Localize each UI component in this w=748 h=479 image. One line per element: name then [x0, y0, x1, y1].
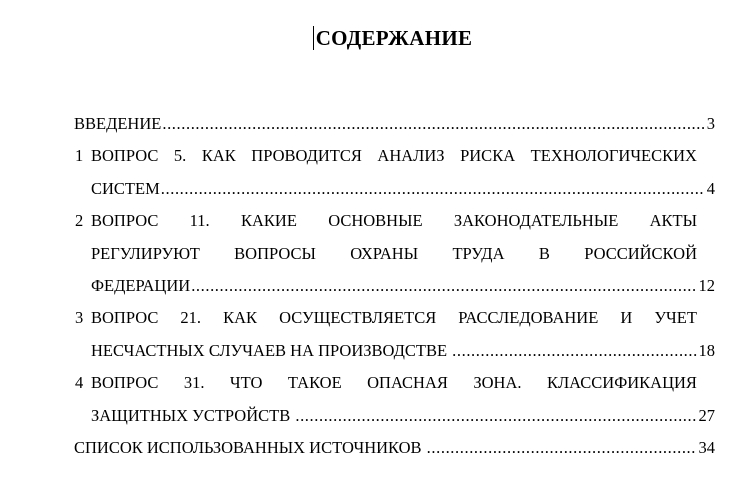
toc-word: ЗОНА. [473, 373, 522, 393]
table-of-contents [74, 108, 715, 464]
toc-word: ВОПРОС [91, 211, 159, 231]
toc-word: КАК [201, 146, 236, 166]
toc-page-number: 4 [706, 178, 715, 198]
toc-word: ТЕХНОЛОГИЧЕСКИХ [530, 146, 697, 166]
toc-word: ПРОВОДИТСЯ [251, 146, 362, 166]
toc-entry-title: ФЕДЕРАЦИИ [91, 276, 191, 296]
toc-word: 21. [180, 308, 202, 328]
toc-entry-line [91, 140, 697, 172]
toc-word: КАКИЕ [240, 211, 297, 231]
toc-word: 11. [189, 211, 210, 231]
toc-entry-leader-line [91, 335, 715, 367]
toc-word: ТРУДА [452, 243, 505, 263]
toc-word: ВОПРОС [91, 308, 159, 328]
toc-entry-line [91, 302, 697, 334]
toc-entry[interactable] [74, 205, 715, 302]
toc-page-number: 12 [698, 276, 715, 296]
toc-word: ОХРАНЫ [350, 243, 419, 263]
toc-word: ВОПРОСЫ [234, 243, 316, 263]
toc-entry-line [91, 367, 697, 399]
text-cursor [313, 26, 314, 50]
dot-leader [161, 173, 705, 205]
toc-word: КЛАССИФИКАЦИЯ [546, 373, 697, 393]
toc-word: ТАКОЕ [287, 373, 342, 393]
dot-leader [452, 335, 696, 367]
toc-entry-title: ВВЕДЕНИЕ [74, 114, 162, 133]
toc-word: РИСКА [460, 146, 516, 166]
toc-entry-leader-line [91, 400, 715, 432]
toc-entry-line [91, 205, 697, 237]
toc-word: КАК [223, 308, 258, 328]
page-title-text: СОДЕРЖАНИЕ [315, 26, 473, 50]
toc-entry[interactable] [74, 432, 715, 464]
toc-word: РЕГУЛИРУЮТ [91, 243, 200, 263]
dot-leader [191, 270, 696, 302]
toc-entry-number: 1 [75, 146, 84, 166]
page-title [316, 24, 473, 52]
toc-entry-title: СПИСОК ИСПОЛЬЗОВАННЫХ ИСТОЧНИКОВ [74, 438, 426, 458]
toc-word: ОПАСНАЯ [367, 373, 448, 393]
dot-leader [427, 432, 697, 464]
toc-word: АКТЫ [649, 211, 697, 231]
toc-entry-leader-line [74, 108, 715, 140]
toc-entry[interactable] [74, 140, 715, 205]
toc-page-number: 18 [698, 340, 715, 360]
toc-word: В [538, 243, 550, 263]
toc-word: ЗАКОНОДАТЕЛЬНЫЕ [453, 211, 619, 231]
toc-entry-leader-line [74, 432, 715, 464]
title-container [0, 24, 748, 52]
toc-entry-line [91, 238, 697, 270]
dot-leader [162, 108, 704, 140]
toc-entry-number: 2 [75, 211, 84, 231]
toc-page-number: 3 [706, 114, 715, 133]
toc-word: АНАЛИЗ [377, 146, 445, 166]
toc-entry[interactable] [74, 302, 715, 367]
toc-entry-number: 4 [75, 373, 84, 393]
toc-word: РОССИЙСКОЙ [584, 243, 697, 263]
toc-entry-leader-line [91, 173, 715, 205]
toc-word: УЧЕТ [654, 308, 697, 328]
toc-word: 5. [173, 146, 187, 166]
dot-leader [295, 400, 696, 432]
toc-word: ВОПРОС [91, 373, 159, 393]
toc-word: ОСНОВНЫЕ [328, 211, 423, 231]
toc-word: И [620, 308, 633, 328]
toc-entry[interactable] [74, 108, 715, 140]
toc-page-number: 27 [698, 405, 715, 425]
toc-entry[interactable] [74, 367, 715, 432]
toc-entry-title: СИСТЕМ [91, 178, 160, 198]
toc-entry-number: 3 [75, 308, 84, 328]
toc-word: ОСУЩЕСТВЛЯЕТСЯ [279, 308, 437, 328]
toc-entry-title: НЕСЧАСТНЫХ СЛУЧАЕВ НА ПРОИЗВОДСТВЕ [91, 340, 452, 360]
toc-word: ВОПРОС [91, 146, 159, 166]
toc-entry-title: ЗАЩИТНЫХ УСТРОЙСТВ [91, 405, 295, 425]
toc-entry-leader-line [91, 270, 715, 302]
toc-word: 31. [183, 373, 205, 393]
toc-word: РАССЛЕДОВАНИЕ [458, 308, 599, 328]
toc-page-number: 34 [698, 438, 715, 458]
toc-word: ЧТО [229, 373, 263, 393]
